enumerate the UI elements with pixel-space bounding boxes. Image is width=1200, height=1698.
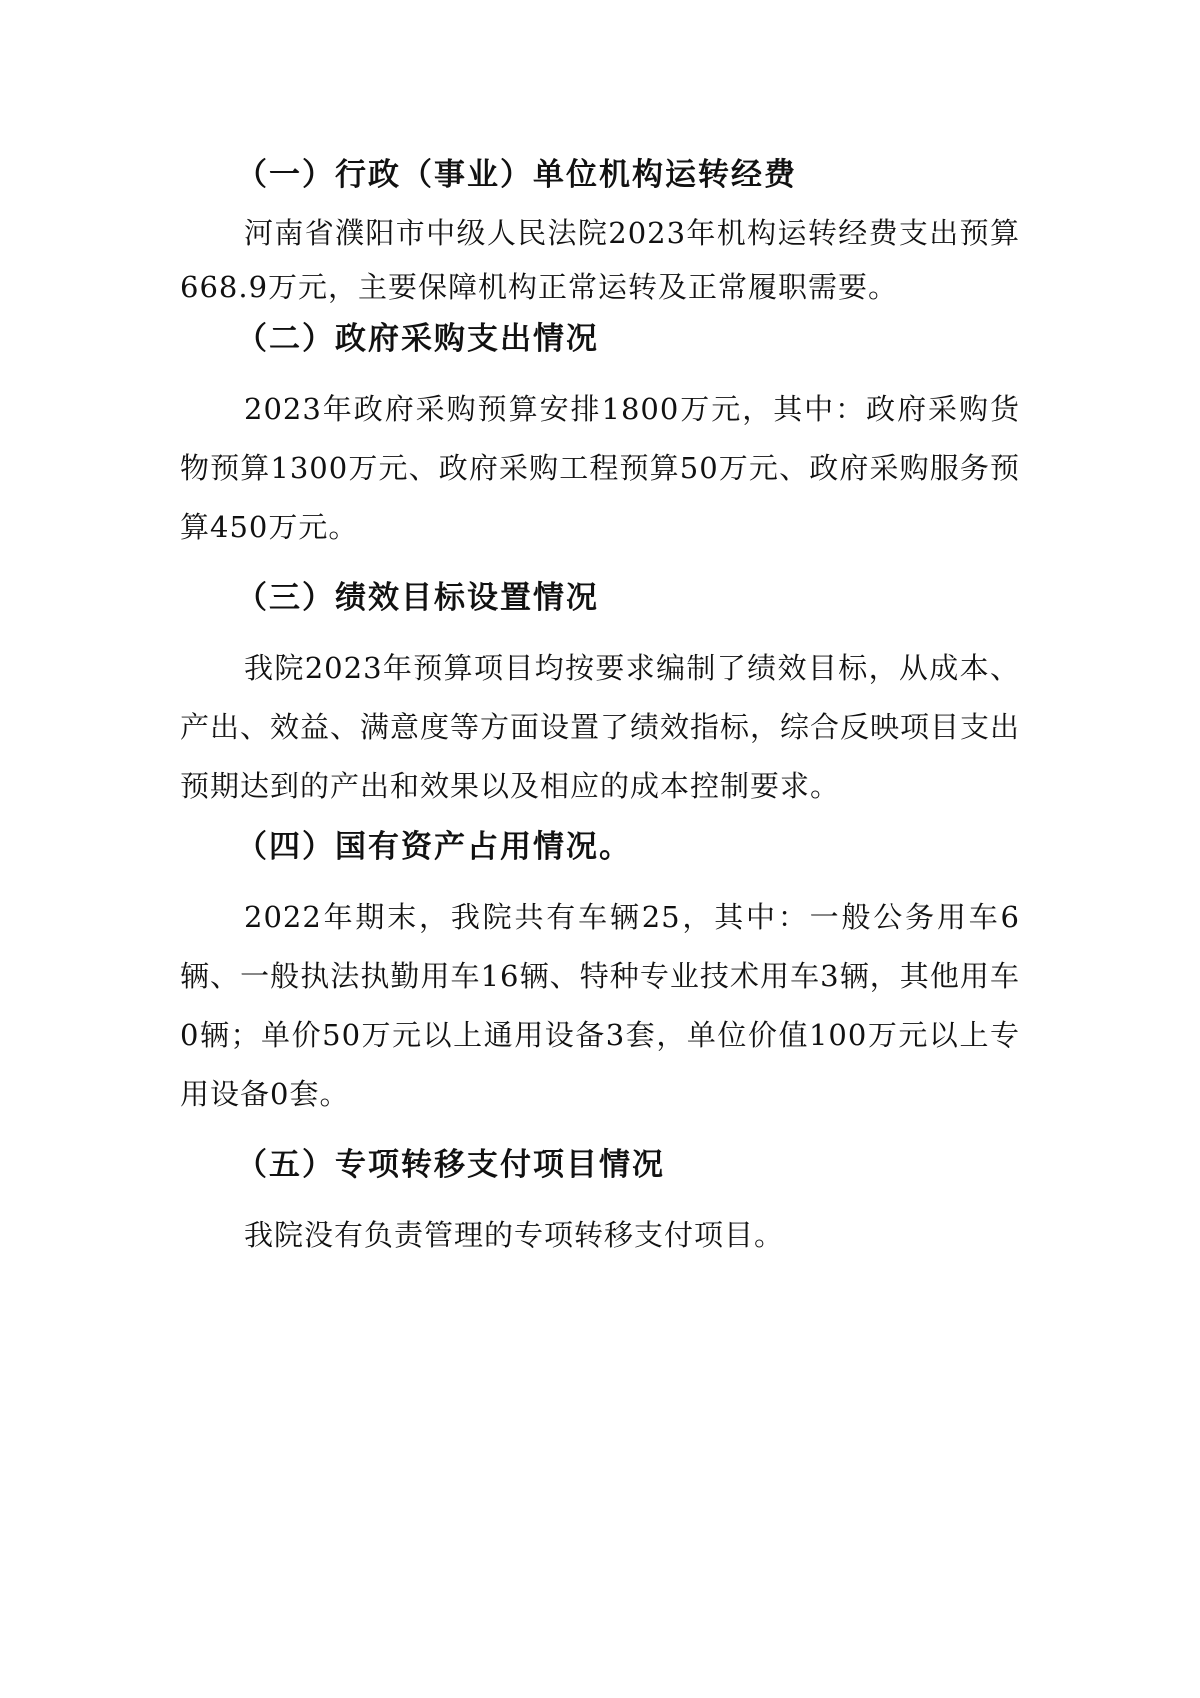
section-body-2: 2023年政府采购预算安排1800万元，其中：政府采购货物预算1300万元、政府采购工程预算50万元、政府采购服务预算450万元。: [180, 392, 1020, 544]
section-heading-2: （二）政府采购支出情况: [236, 321, 599, 357]
section-body-1: 河南省濮阳市中级人民法院2023年机构运转经费支出预算668.9万元，主要保障机构正常运转及正常履职需要。: [180, 216, 1020, 304]
document-page: [180, 150, 1020, 1265]
section-body-3: 我院2023年预算项目均按要求编制了绩效目标，从成本、产出、效益、满意度等方面设置了绩效指标，综合反映项目支出预期达到的产出和效果以及相应的成本控制要求。: [180, 651, 1021, 803]
section-heading-4: （四）国有资产占用情况。: [236, 829, 632, 865]
section-body-5: 我院没有负责管理的专项转移支付项目。: [244, 1218, 785, 1252]
section-heading-5: （五）专项转移支付项目情况: [236, 1147, 665, 1183]
section-body-4: 2022年期末，我院共有车辆25，其中：一般公务用车6辆、一般执法执勤用车16辆、特种专业技术用车3辆，其他用车0辆；单价50万元以上通用设备3套，单位价值100万元以上专用设备0套。: [180, 900, 1020, 1111]
section-heading-3: （三）绩效目标设置情况: [236, 580, 599, 616]
section-heading-1: （一）行政（事业）单位机构运转经费: [236, 157, 797, 193]
